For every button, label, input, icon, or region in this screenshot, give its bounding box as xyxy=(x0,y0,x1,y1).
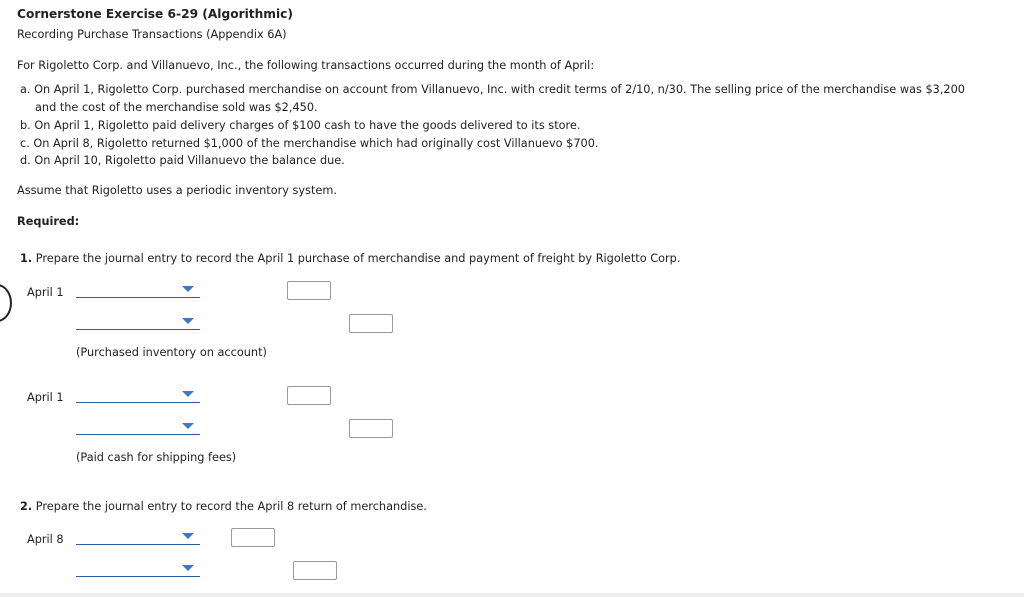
caret-down-icon xyxy=(182,286,194,292)
credit-account-select[interactable] xyxy=(76,315,200,330)
caret-down-icon xyxy=(182,533,194,539)
divider xyxy=(0,593,1024,597)
debit-amount-input[interactable] xyxy=(287,281,331,300)
entry-date: April 1 xyxy=(27,286,64,299)
required-label: Required: xyxy=(17,215,80,228)
credit-account-select[interactable] xyxy=(76,562,200,577)
page-title: Cornerstone Exercise 6-29 (Algorithmic) xyxy=(17,7,293,21)
credit-account-select[interactable] xyxy=(76,420,200,435)
entry-date: April 8 xyxy=(27,533,64,546)
question-2 xyxy=(20,500,427,513)
page-subtitle: Recording Purchase Transactions (Appendix 6A) xyxy=(17,28,287,41)
transaction-d: d. On April 10, Rigoletto paid Villanuevo the balance due. xyxy=(20,154,345,167)
entry-memo: (Paid cash for shipping fees) xyxy=(76,451,237,464)
debit-account-select[interactable] xyxy=(76,530,200,545)
question-1-number: 1. xyxy=(20,252,33,265)
question-1 xyxy=(20,252,680,265)
debit-amount-input[interactable] xyxy=(231,528,275,547)
debit-account-select[interactable] xyxy=(76,388,200,403)
question-2-prompt: Prepare the journal entry to record the April 8 return of merchandise. xyxy=(35,500,427,513)
credit-amount-input[interactable] xyxy=(293,561,337,580)
assumption-text: Assume that Rigoletto uses a periodic inventory system. xyxy=(17,184,337,197)
entry-date: April 1 xyxy=(27,391,64,404)
caret-down-icon xyxy=(182,423,194,429)
debit-account-select[interactable] xyxy=(76,283,200,298)
credit-amount-input[interactable] xyxy=(349,419,393,438)
transaction-a: a. On April 1, Rigoletto Corp. purchased merchandise on account from Villanuevo, Inc. with credit terms of 2/10, n/30. The selling price of the merchandise was $3,200 xyxy=(20,83,965,96)
problem-intro: For Rigoletto Corp. and Villanuevo, Inc., the following transactions occurred during the month of April: xyxy=(17,59,595,72)
caret-down-icon xyxy=(182,391,194,397)
step-indicator xyxy=(0,284,12,322)
question-1-prompt: Prepare the journal entry to record the April 1 purchase of merchandise and payment of freight by Rigoletto Corp. xyxy=(35,252,681,265)
transaction-a-continued: and the cost of the merchandise sold was $2,450. xyxy=(35,101,318,114)
entry-memo: (Purchased inventory on account) xyxy=(76,346,267,359)
transaction-b: b. On April 1, Rigoletto paid delivery charges of $100 cash to have the goods delivered to its store. xyxy=(20,119,581,132)
caret-down-icon xyxy=(182,318,194,324)
transaction-c: c. On April 8, Rigoletto returned $1,000 of the merchandise which had originally cost Villanuevo $700. xyxy=(20,137,599,150)
credit-amount-input[interactable] xyxy=(349,314,393,333)
caret-down-icon xyxy=(182,565,194,571)
question-2-number: 2. xyxy=(20,500,33,513)
debit-amount-input[interactable] xyxy=(287,386,331,405)
